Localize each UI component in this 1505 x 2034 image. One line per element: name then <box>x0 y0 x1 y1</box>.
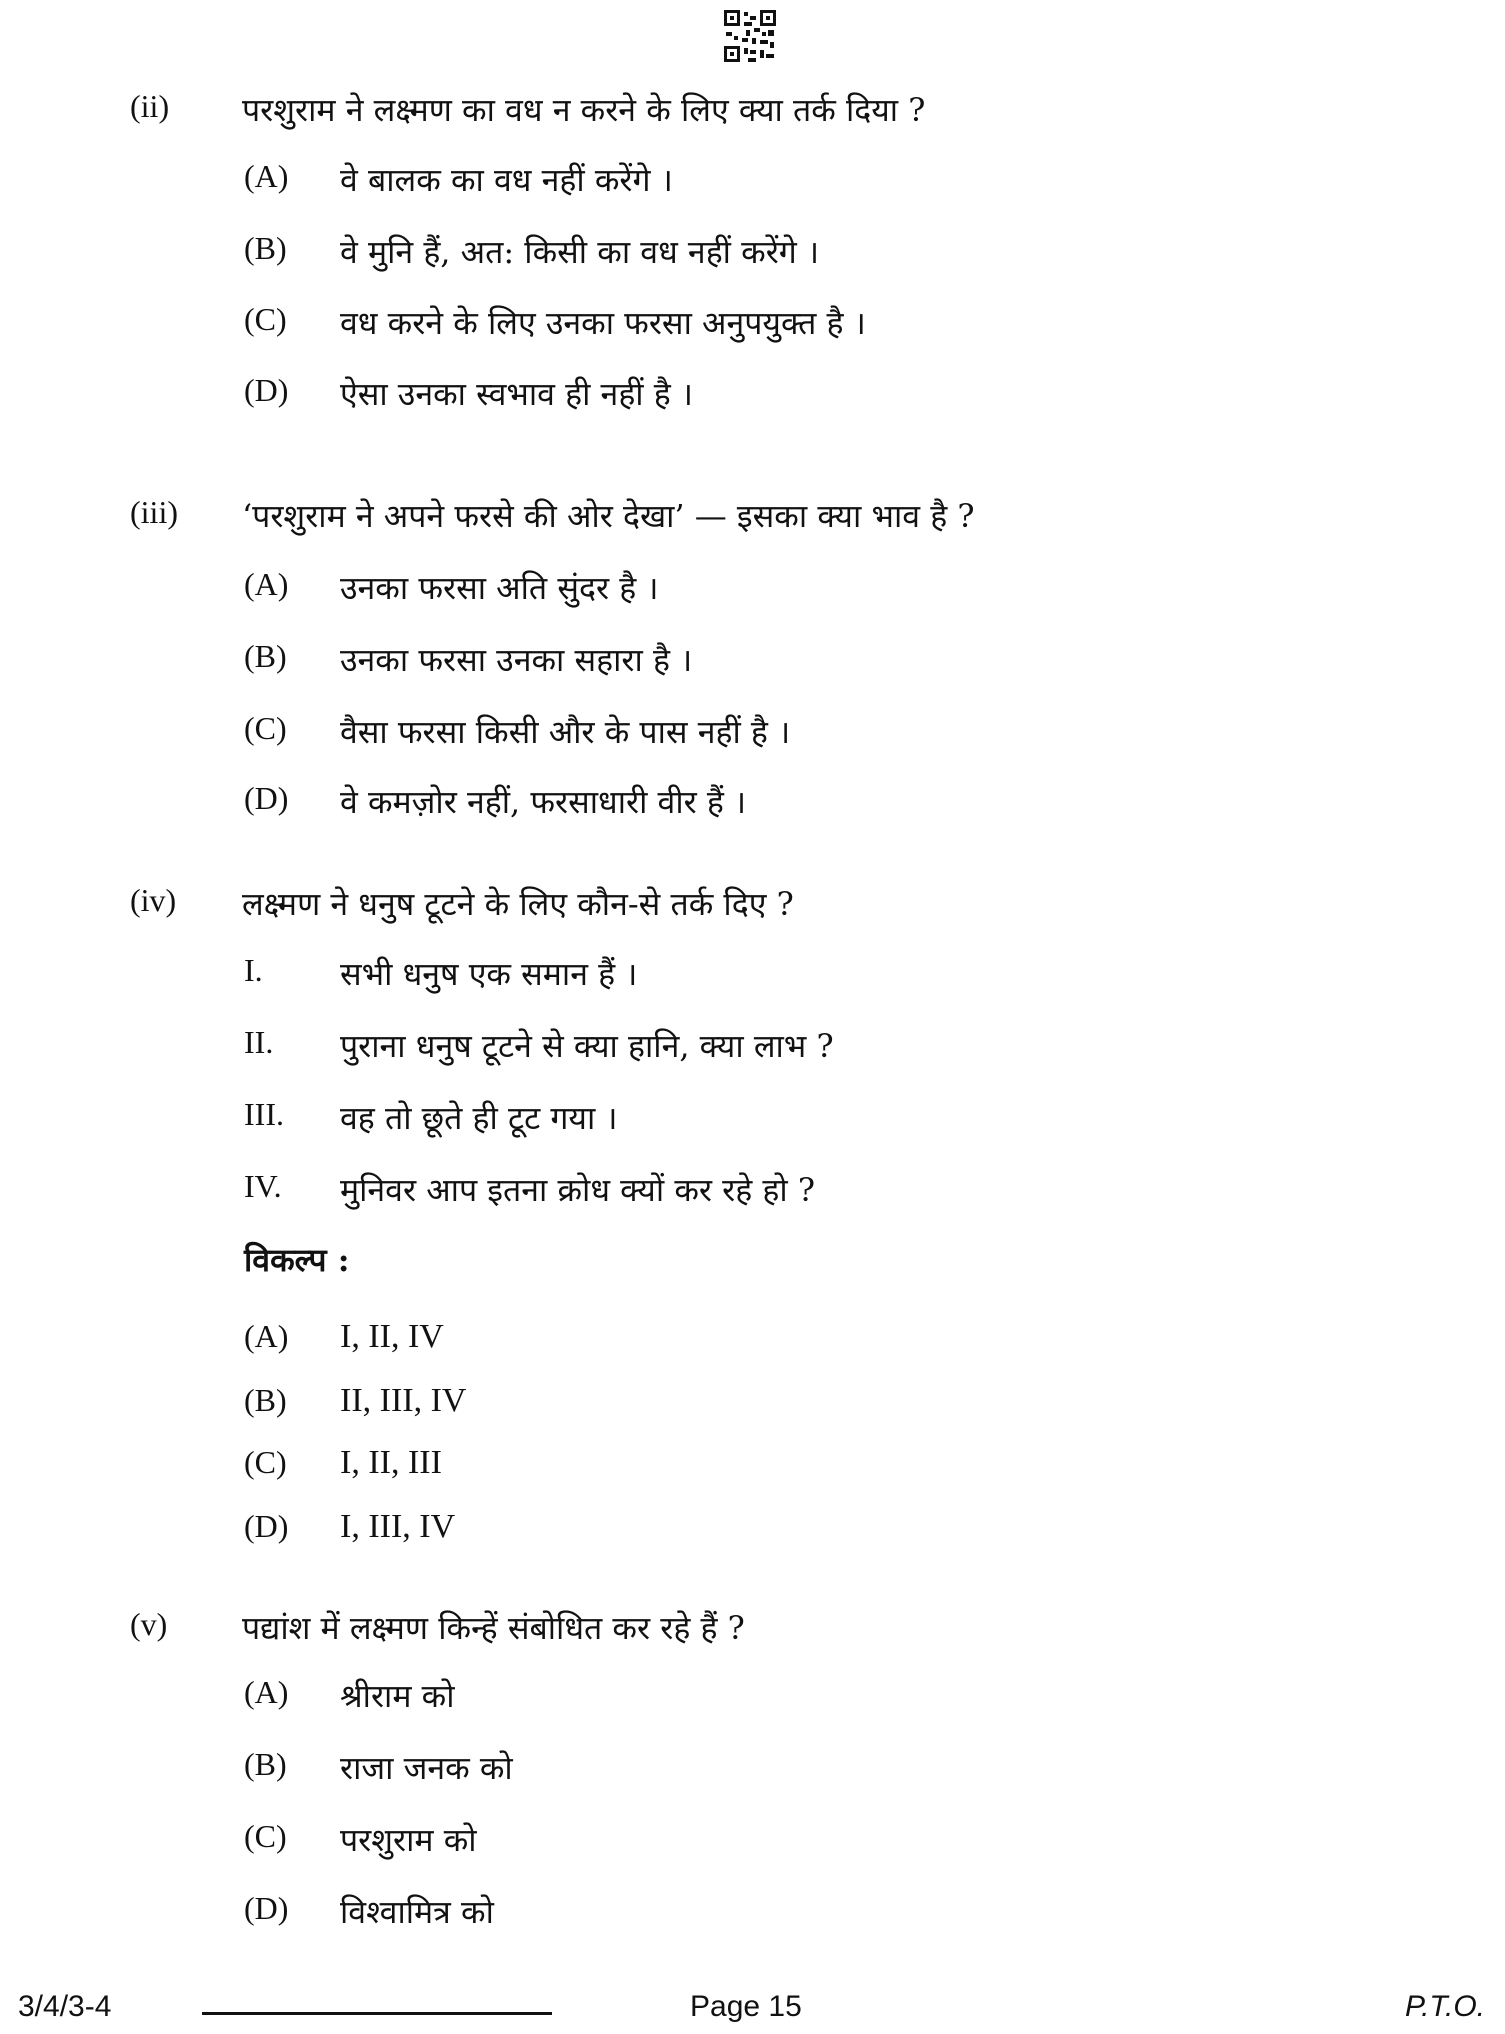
question-text: पद्यांश में लक्ष्मण किन्हें संबोधित कर रहे हैं ? <box>242 1609 745 1647</box>
option-label: (A) <box>244 1674 289 1710</box>
option-text: वे कमज़ोर नहीं, फरसाधारी वीर हैं । <box>340 783 747 821</box>
option-text: उनका फरसा उनका सहारा है । <box>340 641 693 679</box>
option-text: वैसा फरसा किसी और के पास नहीं है । <box>340 713 791 751</box>
statement-text: पुराना धनुष टूटने से क्या हानि, क्या लाभ ? <box>340 1027 834 1065</box>
pto-label: P.T.O. <box>1404 1990 1485 2023</box>
option-text: परशुराम को <box>340 1821 477 1859</box>
option-text: वे बालक का वध नहीं करेंगे । <box>340 161 673 199</box>
option-text: राजा जनक को <box>340 1749 513 1787</box>
page-number: Page 15 <box>690 1990 802 2023</box>
option-text: विश्वामित्र को <box>340 1893 494 1931</box>
option-label: (D) <box>244 1890 289 1926</box>
statement-label: IV. <box>244 1168 282 1204</box>
qr-code-icon <box>722 8 778 64</box>
option-label: (B) <box>244 638 287 674</box>
option-text: वध करने के लिए उनका फरसा अनुपयुक्त है । <box>340 304 866 342</box>
statement-label: II. <box>244 1024 274 1060</box>
question-number: (ii) <box>130 88 170 124</box>
option-label: (C) <box>244 1818 287 1854</box>
option-text: I, II, IV <box>340 1318 444 1355</box>
option-label: (C) <box>244 1444 287 1480</box>
option-label: (B) <box>244 1746 287 1782</box>
option-text: श्रीराम को <box>340 1677 455 1715</box>
option-text: वे मुनि हैं, अत: किसी का वध नहीं करेंगे । <box>340 233 820 271</box>
option-label: (B) <box>244 230 287 266</box>
option-text: उनका फरसा अति सुंदर है । <box>340 569 659 607</box>
option-label: (D) <box>244 372 289 408</box>
statement-label: III. <box>244 1096 284 1132</box>
option-label: (D) <box>244 780 289 816</box>
page-footer <box>0 1990 1505 2030</box>
question-text: ‘परशुराम ने अपने फरसे की ओर देखा’ — इसका क्या भाव है ? <box>242 497 975 535</box>
option-text: ऐसा उनका स्वभाव ही नहीं है । <box>340 375 694 413</box>
statement-text: मुनिवर आप इतना क्रोध क्यों कर रहे हो ? <box>340 1171 816 1209</box>
paper-code: 3/4/3-4 <box>18 1990 112 2023</box>
options-heading: विकल्प : <box>244 1241 350 1279</box>
question-number: (iv) <box>130 882 177 918</box>
footer-rule <box>202 2012 552 2015</box>
question-text: परशुराम ने लक्ष्मण का वध न करने के लिए क्या तर्क दिया ? <box>242 91 926 129</box>
option-text: I, III, IV <box>340 1508 456 1545</box>
statement-text: सभी धनुष एक समान हैं । <box>340 955 638 993</box>
option-label: (C) <box>244 301 287 337</box>
option-label: (C) <box>244 710 287 746</box>
option-label: (B) <box>244 1382 287 1418</box>
option-text: II, III, IV <box>340 1382 467 1419</box>
statement-text: वह तो छूते ही टूट गया । <box>340 1099 618 1137</box>
option-text: I, II, III <box>340 1444 442 1481</box>
option-label: (D) <box>244 1508 289 1544</box>
option-label: (A) <box>244 1318 289 1354</box>
question-number: (iii) <box>130 494 178 530</box>
question-text: लक्ष्मण ने धनुष टूटने के लिए कौन-से तर्क दिए ? <box>242 885 794 923</box>
question-number: (v) <box>130 1606 168 1642</box>
option-label: (A) <box>244 566 289 602</box>
option-label: (A) <box>244 158 289 194</box>
statement-label: I. <box>244 952 263 988</box>
